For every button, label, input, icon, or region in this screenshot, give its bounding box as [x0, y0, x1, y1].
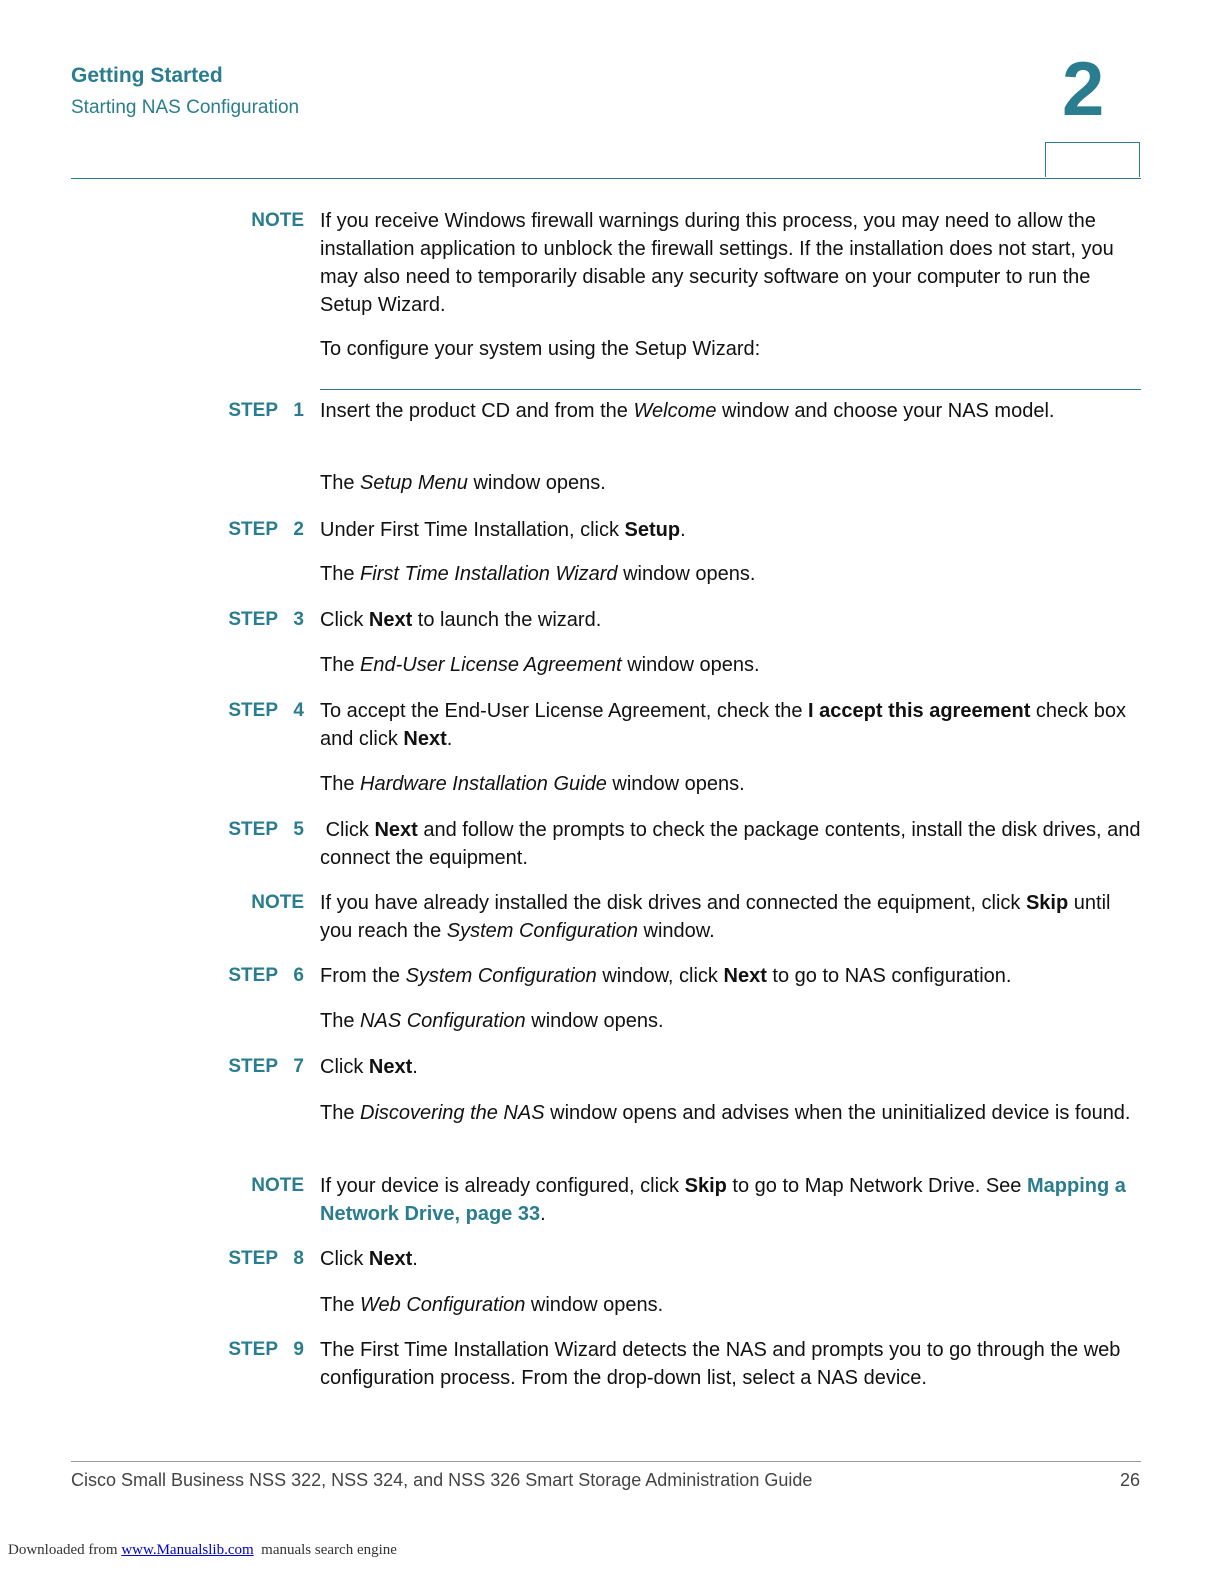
note-text: If you have already installed the disk drives and connected the equipment, click Skip until you reach the System Configuration window.: [320, 892, 1111, 942]
step-label: STEP 1: [228, 400, 304, 421]
cross-reference-link[interactable]: Mapping a Network Drive, page 33: [320, 1175, 1126, 1225]
step-text: The First Time Installation Wizard detects the NAS and prompts you to go through the web configuration process. From the drop-down list, select a NAS device.: [320, 1339, 1121, 1389]
note-text: If your device is already configured, click Skip to go to Map Network Drive. See Mapping a Network Drive, page 33.: [320, 1175, 1126, 1225]
note-label: NOTE: [251, 1175, 304, 1196]
footer-rule: [71, 1461, 1141, 1462]
chapter-title: Getting Started: [71, 64, 223, 87]
intro-text: To configure your system using the Setup Wizard:: [320, 338, 761, 360]
step-text: Click Next to launch the wizard.: [320, 609, 602, 631]
header-rule: [71, 178, 1141, 179]
step-label: STEP 6: [228, 965, 304, 986]
step-label: STEP 8: [228, 1248, 304, 1269]
note-label: NOTE: [251, 210, 304, 231]
step-label: STEP 4: [228, 700, 304, 721]
download-notice: Downloaded from www.Manualslib.com manuals search engine: [8, 1542, 397, 1558]
step-text: Insert the product CD and from the Welcome window and choose your NAS model.: [320, 400, 1055, 422]
step-label: STEP 2: [228, 519, 304, 540]
step-text: To accept the End-User License Agreement, check the I accept this agreement check box and click Next.: [320, 700, 1126, 750]
footer-title: Cisco Small Business NSS 322, NSS 324, and NSS 326 Smart Storage Administration Guide: [71, 1470, 813, 1490]
note-text: If you receive Windows firewall warnings during this process, you may need to allow the installation application to unblock the firewall settings. If the installation does not start, you may also need to temporarily disable any security software on your computer to run the Setup Wizard.: [320, 210, 1114, 316]
step-label: STEP 3: [228, 609, 304, 630]
step-text: Click Next.: [320, 1248, 418, 1270]
step-label: STEP 7: [228, 1056, 304, 1077]
section-title: Starting NAS Configuration: [71, 97, 300, 118]
chapter-tab: [1045, 142, 1140, 177]
step-label: STEP 9: [228, 1339, 304, 1360]
chapter-number: 2: [1062, 47, 1105, 132]
step-label: STEP 5: [228, 819, 304, 840]
step-text: Click Next.: [320, 1056, 418, 1078]
step-text: Under First Time Installation, click Setup.: [320, 519, 686, 541]
note-label: NOTE: [251, 892, 304, 913]
manualslib-link[interactable]: www.Manualslib.com: [121, 1542, 254, 1558]
steps-rule: [320, 389, 1141, 390]
page-number: 26: [1119, 1470, 1140, 1490]
step-text: From the System Configuration window, click Next to go to NAS configuration.: [320, 965, 1012, 987]
step-text: Click Next and follow the prompts to check the package contents, install the disk drives, and connect the equipment.: [320, 819, 1147, 869]
